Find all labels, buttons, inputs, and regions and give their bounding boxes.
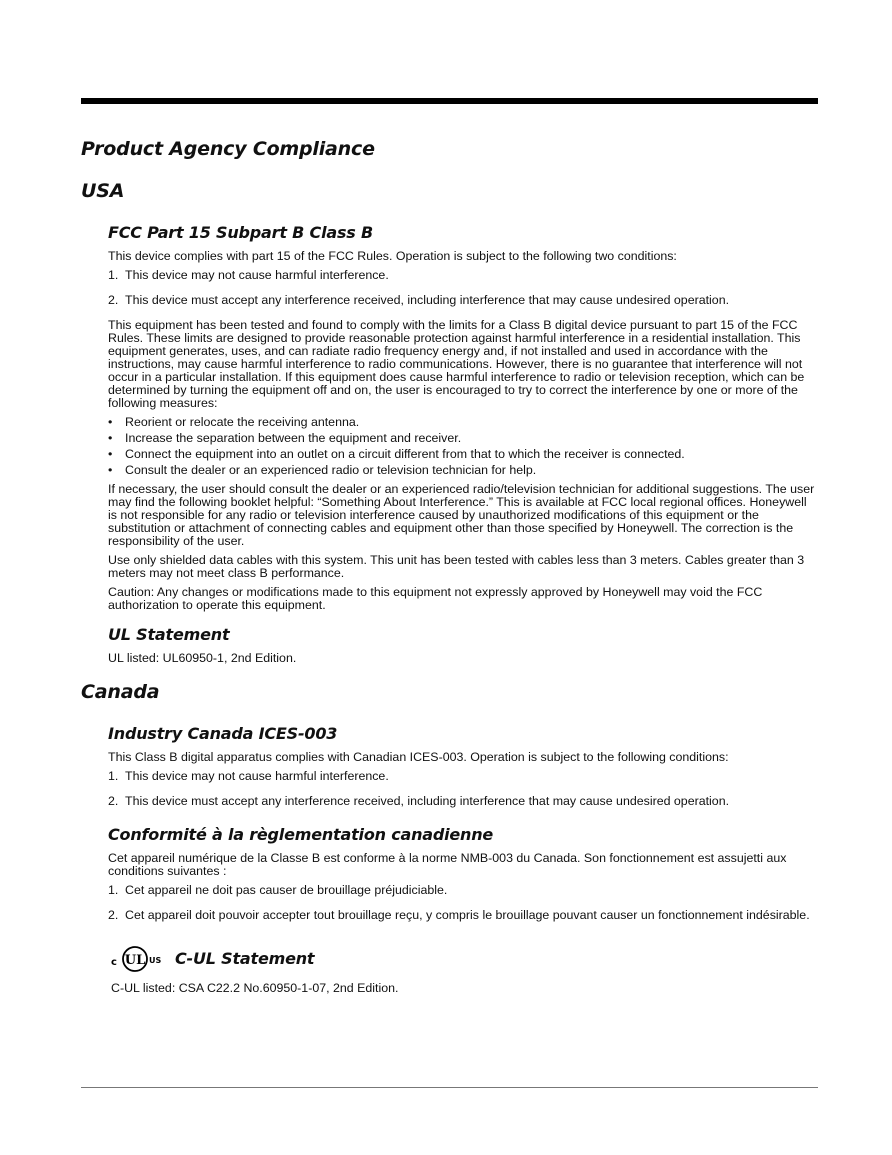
cul-statement-text: C-UL listed: CSA C22.2 No.60950-1-07, 2nd Edition.: [111, 981, 399, 995]
list-item: [108, 795, 818, 808]
bullet-icon: •: [108, 415, 113, 429]
list-item: [108, 464, 818, 477]
fcc-paragraph-4: Caution: Any changes or modifications made to this equipment not expressly approved by Honeywell may void the FCC authorization to operate this equipment.: [108, 585, 763, 612]
list-number: 1.: [108, 769, 119, 783]
list-number: 1.: [108, 268, 119, 282]
ul-section: [108, 652, 818, 665]
list-item-text: Consult the dealer or an experienced radio or television technician for help.: [125, 463, 537, 477]
conformite-conditions: [108, 884, 818, 922]
list-number: 2.: [108, 794, 119, 808]
top-rule: [81, 98, 818, 104]
list-item: [108, 770, 818, 783]
list-item-text: Cet appareil ne doit pas causer de brouillage préjudiciable.: [125, 883, 448, 897]
canada-heading: Canada: [81, 681, 160, 703]
ul-statement-heading: UL Statement: [108, 625, 230, 644]
cul-mark-c: c: [111, 957, 117, 968]
list-item: [108, 432, 818, 445]
ices-conditions: [108, 770, 818, 808]
list-item-text: This device must accept any interference received, including interference that may cause undesired operation.: [125, 293, 730, 307]
cul-statement-header: [111, 944, 818, 974]
bullet-icon: •: [108, 431, 113, 445]
conformite-intro: Cet appareil numérique de la Classe B est conforme à la norme NMB-003 du Canada. Son fonctionnement est assujetti aux conditions suivantes :: [108, 851, 787, 878]
cul-statement-heading: C-UL Statement: [175, 949, 315, 968]
fcc-paragraph-2: If necessary, the user should consult the dealer or an experienced radio/television technician for additional suggestions. The user may find the following booklet helpful: “Something About Interference.” This is available at FCC local regional offices. Honeywell is not responsible for any radio or television interference caused by unauthorized modifications of this equipment or the substitution or attachment of connecting cables and equipment other than those specified by Honeywell. The correction is the responsibility of the user.: [108, 482, 815, 548]
cul-mark-ul: UL: [124, 953, 146, 968]
ul-statement-text: UL listed: UL60950-1, 2nd Edition.: [108, 651, 297, 665]
list-number: 1.: [108, 883, 119, 897]
page-title: Product Agency Compliance: [81, 138, 375, 160]
list-item: [108, 416, 818, 429]
fcc-intro: This device complies with part 15 of the FCC Rules. Operation is subject to the following two conditions:: [108, 249, 677, 263]
bullet-icon: •: [108, 463, 113, 477]
fcc-paragraph-1: This equipment has been tested and found to comply with the limits for a Class B digital device pursuant to part 15 of the FCC Rules. These limits are designed to provide reasonable protection against harmful interference in a residential installation. This equipment generates, uses, and can radiate radio frequency energy and, if not installed and used in accordance with the instructions, may cause harmful interference to radio communications. However, there is no guarantee that interference will not occur in a particular installation. If this equipment does cause harmful interference to radio or television reception, which can be determined by turning the equipment off and on, the user is encouraged to try to correct the interference by one or more of the following measures:: [108, 318, 805, 410]
list-item: [108, 294, 818, 307]
page-content: [81, 134, 818, 995]
fcc-measures-list: [108, 416, 818, 477]
conformite-section: [108, 852, 818, 922]
list-number: 2.: [108, 908, 119, 922]
conformite-heading: Conformité à la règlementation canadienne: [108, 825, 494, 844]
list-item-text: Cet appareil doit pouvoir accepter tout brouillage reçu, y compris le brouillage pouvant causer un fonctionnement indésirable.: [125, 908, 810, 922]
bullet-icon: •: [108, 447, 113, 461]
list-item-text: This device may not cause harmful interference.: [125, 268, 389, 282]
ices-intro: This Class B digital apparatus complies with Canadian ICES-003. Operation is subject to the following conditions:: [108, 750, 729, 764]
list-item-text: Reorient or relocate the receiving antenna.: [125, 415, 360, 429]
list-item: [108, 909, 818, 922]
list-item-text: Connect the equipment into an outlet on a circuit different from that to which the receiver is connected.: [125, 447, 685, 461]
usa-heading: USA: [81, 180, 125, 202]
list-item-text: This device must accept any interference received, including interference that may cause undesired operation.: [125, 794, 730, 808]
list-number: 2.: [108, 293, 119, 307]
bottom-rule: [81, 1087, 818, 1088]
list-item: [108, 448, 818, 461]
ices-heading: Industry Canada ICES-003: [108, 724, 338, 743]
list-item: [108, 269, 818, 282]
fcc-section: [108, 250, 818, 612]
list-item: [108, 884, 818, 897]
fcc-heading: FCC Part 15 Subpart B Class B: [108, 223, 373, 242]
fcc-paragraph-3: Use only shielded data cables with this system. This unit has been tested with cables less than 3 meters. Cables greater than 3 meters may not meet class B performance.: [108, 553, 805, 580]
list-item-text: Increase the separation between the equipment and receiver.: [125, 431, 462, 445]
ices-section: [108, 751, 818, 808]
list-item-text: This device may not cause harmful interference.: [125, 769, 389, 783]
cul-mark-us: US: [149, 956, 162, 965]
fcc-conditions: [108, 269, 818, 307]
cul-mark-icon: [111, 944, 167, 974]
